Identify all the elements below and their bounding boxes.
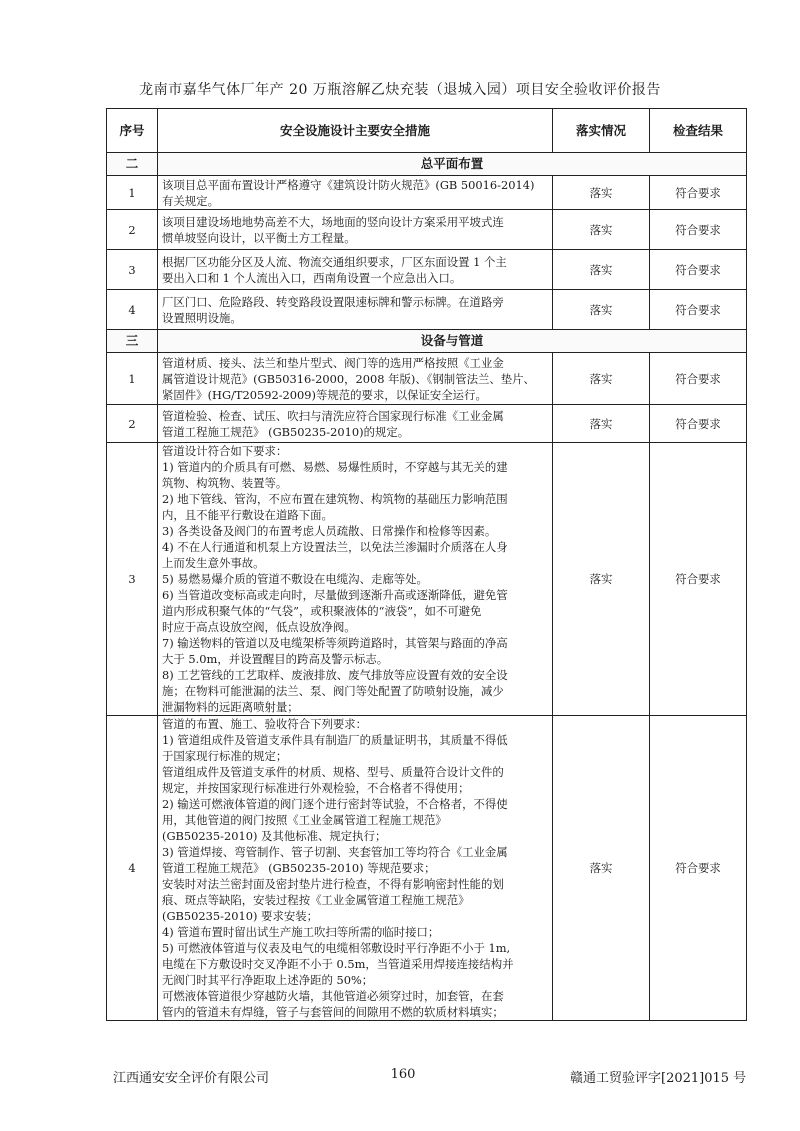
footer-page-number: 160 bbox=[390, 1067, 416, 1082]
inspection-result: 符合要求 bbox=[650, 443, 747, 716]
inspection-result: 符合要求 bbox=[650, 176, 747, 210]
implementation-status: 落实 bbox=[553, 250, 650, 290]
inspection-result: 符合要求 bbox=[650, 353, 747, 405]
measure-line: 上而发生意外事故。 bbox=[162, 556, 265, 570]
inspection-result: 符合要求 bbox=[650, 716, 747, 1021]
measure-line: 该项目总平面布置设计严格遵守《建筑设计防火规范》(GB 50016-2014) bbox=[162, 177, 535, 192]
column-header-result: 检查结果 bbox=[650, 109, 747, 153]
table-row bbox=[107, 176, 747, 210]
measure-text bbox=[158, 210, 553, 250]
safety-measures-table bbox=[106, 108, 747, 1021]
section-row bbox=[107, 153, 747, 176]
page-header-title: 龙南市嘉华气体厂年产 20 万瓶溶解乙炔充装（退城入园）项目安全验收评价报告 bbox=[139, 82, 661, 98]
measure-line: 根据厂区功能分区及人流、物流交通组织要求，厂区东面设置 1 个主 bbox=[162, 254, 507, 269]
table-body bbox=[107, 153, 747, 1021]
measure-line: 管道检验、检查、试压、吹扫与清洗应符合国家现行标准《工业金属 bbox=[162, 408, 504, 423]
measure-line: 5) 易燃易爆介质的管道不敷设在电缆沟、走廊等处。 bbox=[162, 572, 428, 586]
section-title: 总平面布置 bbox=[158, 153, 747, 176]
measure-line: 2) 输送可燃液体管道的阀门逐个进行密封等试验，不合格者，不得使 bbox=[162, 797, 508, 811]
measure-line: 7) 输送物料的管道以及电缆架桥等须跨道路时，其管架与路面的净高 bbox=[162, 636, 508, 650]
measure-line: 管道工程施工规范》 (GB50235-2010) 等规范要求； bbox=[162, 861, 436, 875]
footer-report-number: 赣通工贸验评字[2021]015 号 bbox=[570, 1071, 747, 1086]
implementation-status: 落实 bbox=[553, 716, 650, 1021]
measure-line: 该项目建设场地地势高差不大，场地面的竖向设计方案采用平坡式连 bbox=[162, 214, 504, 229]
measure-line: 1) 管道内的介质具有可燃、易燃、易爆性质时，不穿越与其无关的建 bbox=[162, 460, 508, 474]
inspection-result: 符合要求 bbox=[650, 250, 747, 290]
section-row bbox=[107, 330, 747, 353]
row-number: 4 bbox=[107, 290, 158, 330]
measure-line: 紧固件》(HG/T20592-2009)等规范的要求，以保证安全运行。 bbox=[162, 387, 487, 402]
row-number: 3 bbox=[107, 443, 158, 716]
measure-line: 2) 地下管线、管沟，不应布置在建筑物、构筑物的基础压力影响范围 bbox=[162, 492, 508, 506]
measure-line: 痕、斑点等缺陷，安装过程按《工业金属管道工程施工规范》 bbox=[162, 893, 470, 907]
row-number: 2 bbox=[107, 405, 158, 443]
measure-line: 管道设计符合如下要求： bbox=[162, 444, 288, 458]
measure-line: 无阀门时其平行净距取上述净距的 50%； bbox=[162, 973, 374, 987]
measure-text bbox=[158, 443, 553, 716]
measure-line: 泄漏物料的远距离喷射量； bbox=[162, 700, 299, 714]
measure-line: 6) 当管道改变标高或走向时，尽量做到逐渐升高或逐渐降低，避免管 bbox=[162, 588, 508, 602]
measure-line: 4) 管道布置时留出试生产施工吹扫等所需的临时接口； bbox=[162, 925, 440, 939]
row-number: 2 bbox=[107, 210, 158, 250]
measure-text bbox=[158, 353, 553, 405]
measure-line: 道内形成积聚气体的“气袋”，或积聚液体的“液袋”，如不可避免 bbox=[162, 604, 482, 618]
measure-text bbox=[158, 176, 553, 210]
measure-line: 厂区门口、危险路段、转变路段设置限速标牌和警示标牌。在道路旁 bbox=[162, 294, 504, 309]
measure-line: 5) 可燃液体管道与仪表及电气的电缆相邻敷设时平行净距不小于 1m, bbox=[162, 941, 511, 955]
measure-line: 规定，并按国家现行标准进行外观检验，不合格者不得使用； bbox=[162, 781, 470, 795]
measure-line: (GB50235-2010) 要求安装； bbox=[162, 909, 319, 923]
column-header-status: 落实情况 bbox=[553, 109, 650, 153]
row-number: 3 bbox=[107, 250, 158, 290]
measure-line: 惯单坡竖向设计，以平衡土方工程量。 bbox=[162, 230, 356, 245]
measure-line: 管道组成件及管道支承件的材质、规格、型号、质量符合设计文件的 bbox=[162, 765, 504, 779]
footer-company: 江西通安安全评价有限公司 bbox=[113, 1071, 270, 1086]
implementation-status: 落实 bbox=[553, 405, 650, 443]
measure-text bbox=[158, 290, 553, 330]
measure-text bbox=[158, 716, 553, 1021]
measure-line: 要出入口和 1 个人流出入口，西南角设置一个应急出入口。 bbox=[162, 270, 462, 285]
measure-line: 属管道设计规范》(GB50316-2000，2008 年版)、《钢制管法兰、垫片、 bbox=[162, 371, 535, 386]
measure-line: 时应于高点设放空阀，低点设放净阀。 bbox=[162, 620, 356, 634]
table-row bbox=[107, 716, 747, 1021]
measure-line: 设置照明设施。 bbox=[162, 310, 242, 325]
table-row bbox=[107, 210, 747, 250]
measure-line: 1) 管道组成件及管道支承件具有制造厂的质量证明书，其质量不得低 bbox=[162, 733, 508, 747]
measure-line: 4) 不在人行通道和机泵上方设置法兰，以免法兰渗漏时介质落在人身 bbox=[162, 540, 508, 554]
row-number: 1 bbox=[107, 353, 158, 405]
measure-line: 安装时对法兰密封面及密封垫片进行检查，不得有影响密封性能的划 bbox=[162, 877, 504, 891]
measure-text bbox=[158, 405, 553, 443]
table-row bbox=[107, 405, 747, 443]
measure-line: 管内的管道未有焊缝，管子与套管间的间隙用不燃的软质材料填实； bbox=[162, 1005, 504, 1019]
column-header-measure: 安全设施设计主要安全措施 bbox=[158, 109, 553, 153]
measure-line: 有关规定。 bbox=[162, 193, 219, 208]
measure-line: (GB50235-2010) 及其他标准、规定执行； bbox=[162, 829, 387, 843]
measure-line: 施；在物料可能泄漏的法兰、泵、阀门等处配置了防喷射设施，减少 bbox=[162, 684, 504, 698]
measure-line: 管道的布置、施工、验收符合下列要求： bbox=[162, 717, 368, 731]
measure-line: 电缆在下方敷设时交叉净距不小于 0.5m，当管道采用焊接连接结构并 bbox=[162, 957, 514, 971]
implementation-status: 落实 bbox=[553, 290, 650, 330]
measure-line: 管道工程施工规范》 (GB50235-2010)的规定。 bbox=[162, 424, 410, 439]
measure-line: 于国家现行标准的规定； bbox=[162, 749, 288, 763]
measure-line: 可燃液体管道很少穿越防火墙，其他管道必须穿过时，加套管，在套 bbox=[162, 989, 504, 1003]
table-row bbox=[107, 353, 747, 405]
row-number: 4 bbox=[107, 716, 158, 1021]
inspection-result: 符合要求 bbox=[650, 405, 747, 443]
implementation-status: 落实 bbox=[553, 210, 650, 250]
measure-line: 8) 工艺管线的工艺取样、废液排放、废气排放等应设置有效的安全设 bbox=[162, 668, 508, 682]
table-row bbox=[107, 250, 747, 290]
table-row bbox=[107, 290, 747, 330]
section-number: 二 bbox=[107, 153, 158, 176]
implementation-status: 落实 bbox=[553, 443, 650, 716]
measure-line: 大于 5.0m，并设置醒目的跨高及警示标志。 bbox=[162, 652, 389, 666]
implementation-status: 落实 bbox=[553, 353, 650, 405]
section-title: 设备与管道 bbox=[158, 330, 747, 353]
measure-line: 用，其他管道的阀门按照《工业金属管道工程施工规范》 bbox=[162, 813, 447, 827]
implementation-status: 落实 bbox=[553, 176, 650, 210]
measure-line: 内，且不能平行敷设在道路下面。 bbox=[162, 508, 333, 522]
inspection-result: 符合要求 bbox=[650, 290, 747, 330]
table-row bbox=[107, 443, 747, 716]
table-header-row bbox=[107, 109, 747, 153]
measure-text bbox=[158, 250, 553, 290]
measure-line: 管道材质、接头、法兰和垫片型式、阀门等的选用严格按照《工业金 bbox=[162, 355, 504, 370]
inspection-result: 符合要求 bbox=[650, 210, 747, 250]
measure-line: 3) 各类设备及阀门的布置考虑人员疏散、日常操作和检修等因素。 bbox=[162, 524, 497, 538]
measure-line: 筑物、构筑物、装置等。 bbox=[162, 476, 288, 490]
measure-line: 3) 管道焊接、弯管制作、管子切割、夹套管加工等均符合《工业金属 bbox=[162, 845, 508, 859]
column-header-no: 序号 bbox=[107, 109, 158, 153]
row-number: 1 bbox=[107, 176, 158, 210]
section-number: 三 bbox=[107, 330, 158, 353]
